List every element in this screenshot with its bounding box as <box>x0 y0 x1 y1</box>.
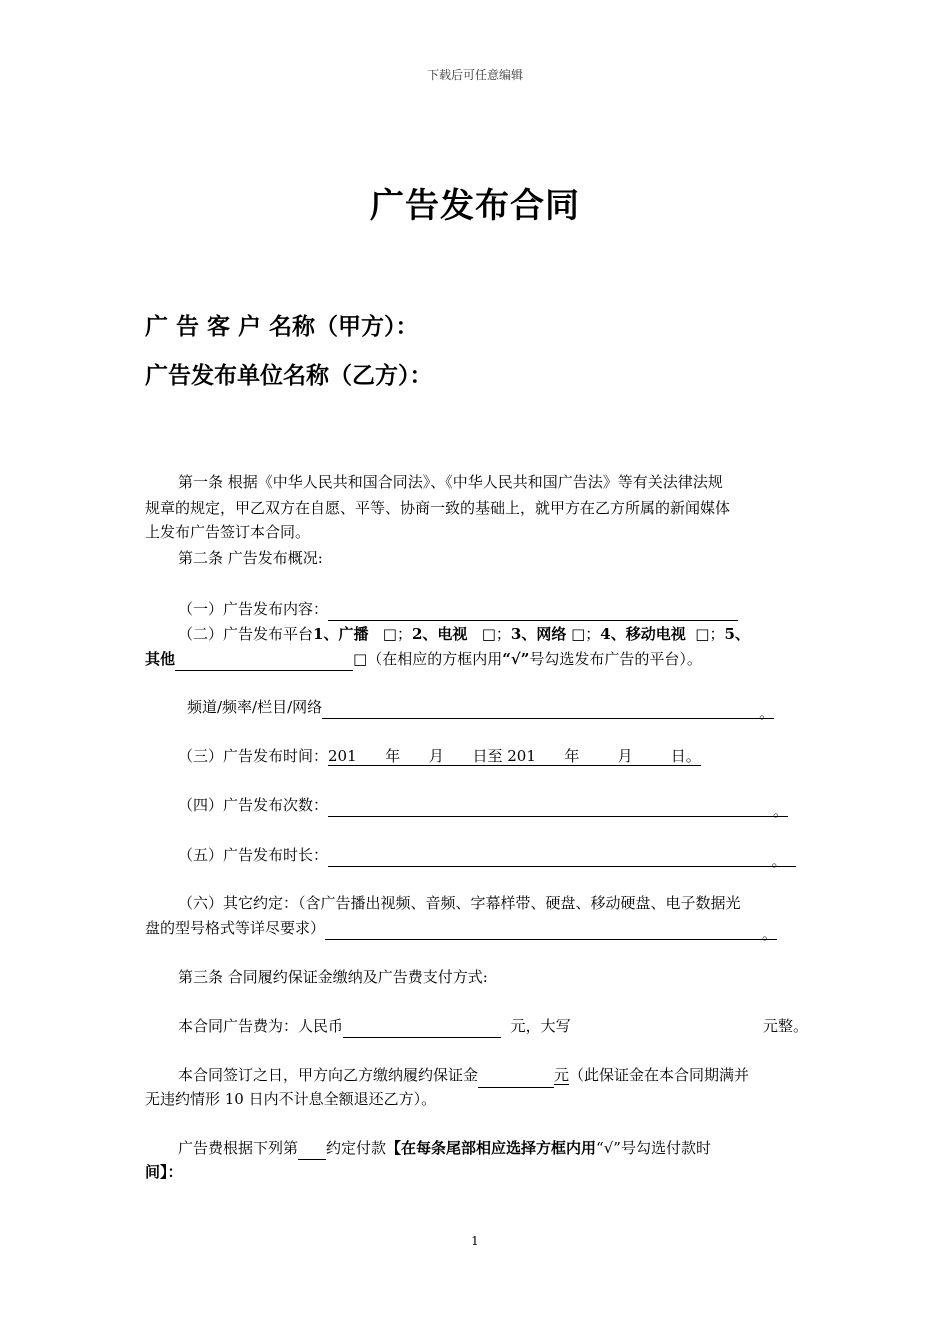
item-5-period: 。 <box>771 852 787 870</box>
fee-end: 元整。 <box>762 1017 808 1035</box>
mobile-tv-checkbox[interactable]: □； <box>695 625 725 643</box>
radio-checkbox[interactable]: □； <box>382 625 412 643</box>
item-4-blank <box>328 799 789 820</box>
fee-label: 本合同广告费为：人民币 <box>178 1017 344 1035</box>
page-number: 1 <box>471 1234 479 1248</box>
payment-line-2: 间】： <box>145 1163 183 1181</box>
payment-row <box>178 1136 711 1160</box>
platform-note-end: 号勾选发布广告的平台）。 <box>529 650 702 668</box>
item-5-label: （五）广告发布时长： <box>178 846 329 864</box>
item-4-row <box>178 793 789 820</box>
item-6-line-1: （六）其它约定：（含广告播出视频、音频、字幕样带、硬盘、移动硬盘、电子数据光 <box>178 894 741 912</box>
tv-checkbox[interactable]: □； <box>481 625 511 643</box>
channel-row <box>187 695 775 722</box>
payment-option-blank <box>298 1142 326 1160</box>
deposit-row <box>178 1063 749 1088</box>
platform-other: 其他 <box>145 650 176 668</box>
other-checkbox-note: □（在相应的方框内用 <box>353 650 503 668</box>
item-4-label: （四）广告发布次数： <box>178 796 329 814</box>
item-3-row <box>178 744 701 768</box>
fee-amount-blank <box>343 1020 501 1038</box>
check-mark-quote: “√” <box>502 650 530 668</box>
item-2-row <box>178 622 750 646</box>
payment-note: 【在每条尾部相应选择方框内用 <box>386 1139 597 1157</box>
platform-other-number: 5、 <box>724 625 750 643</box>
item-3-label: （三）广告发布时间： <box>178 747 329 765</box>
page-header: 下载后可任意编辑 <box>426 68 523 82</box>
document-title: 广告发布合同 <box>370 186 580 226</box>
payment-note-end: 号勾选付款时 <box>620 1139 711 1157</box>
item-1-blank <box>328 603 738 621</box>
party-a-label: 广 告 客 户 名称（甲方）： <box>145 313 419 340</box>
article-1-line-1: 第一条 根据《中华人民共和国合同法》、《中华人民共和国广告法》等有关法律法规 <box>178 473 723 491</box>
platform-mobile-tv: 4、移动电视 <box>600 625 686 643</box>
deposit-note: （此保证金在本合同期满并 <box>569 1066 750 1084</box>
deposit-blank <box>478 1070 554 1088</box>
channel-period: 。 <box>759 704 775 722</box>
platform-radio: 1、广播 <box>313 625 369 643</box>
deposit-line-2: 无违约情形 10 日内不计息全额退还乙方）。 <box>145 1090 437 1108</box>
payment-label: 广告费根据下列第 <box>178 1139 299 1157</box>
article-2-heading: 第二条 广告发布概况: <box>178 549 323 567</box>
network-checkbox[interactable]: □； <box>571 625 601 643</box>
item-3-time: 201 年 月 日至 201 年 月 日。 <box>328 747 701 765</box>
deposit-unit: 元 <box>554 1066 570 1084</box>
item-6-period: 。 <box>762 925 778 943</box>
payment-check-mark: “√” <box>596 1139 621 1157</box>
platform-other-blank <box>175 653 353 671</box>
item-4-period: 。 <box>773 802 789 820</box>
party-b-label: 广告发布单位名称（乙方）： <box>145 362 433 389</box>
article-3-heading: 第三条 合同履约保证金缴纳及广告费支付方式: <box>178 968 488 986</box>
item-6-blank <box>325 922 778 943</box>
payment-mid: 约定付款 <box>326 1139 387 1157</box>
article-1-line-3: 上发布广告签订本合同。 <box>145 523 311 541</box>
article-1-line-2: 规章的规定，甲乙双方在自愿、平等、协商一致的基础上，就甲方在乙方所属的新闻媒体 <box>145 499 731 517</box>
item-1-row <box>178 597 738 621</box>
deposit-label: 本合同签订之日，甲方向乙方缴纳履约保证金 <box>178 1066 479 1084</box>
item-5-blank <box>328 849 796 870</box>
platform-tv: 2、电视 <box>411 625 468 643</box>
fee-capital-label: 元，大写 <box>510 1017 571 1035</box>
item-6-label: 盘的型号格式等详尽要求） <box>145 919 326 937</box>
item-2-row-2 <box>145 647 702 671</box>
fee-row <box>178 1014 808 1038</box>
channel-blank <box>322 701 775 722</box>
channel-label: 频道/频率/栏目/网络 <box>187 698 323 716</box>
platform-network: 3、网络 <box>510 625 567 643</box>
item-6-line-2 <box>145 916 778 943</box>
item-5-row <box>178 843 796 870</box>
item-2-label: （二）广告发布平台 <box>178 625 314 643</box>
item-1-label: （一）广告发布内容： <box>178 600 329 618</box>
